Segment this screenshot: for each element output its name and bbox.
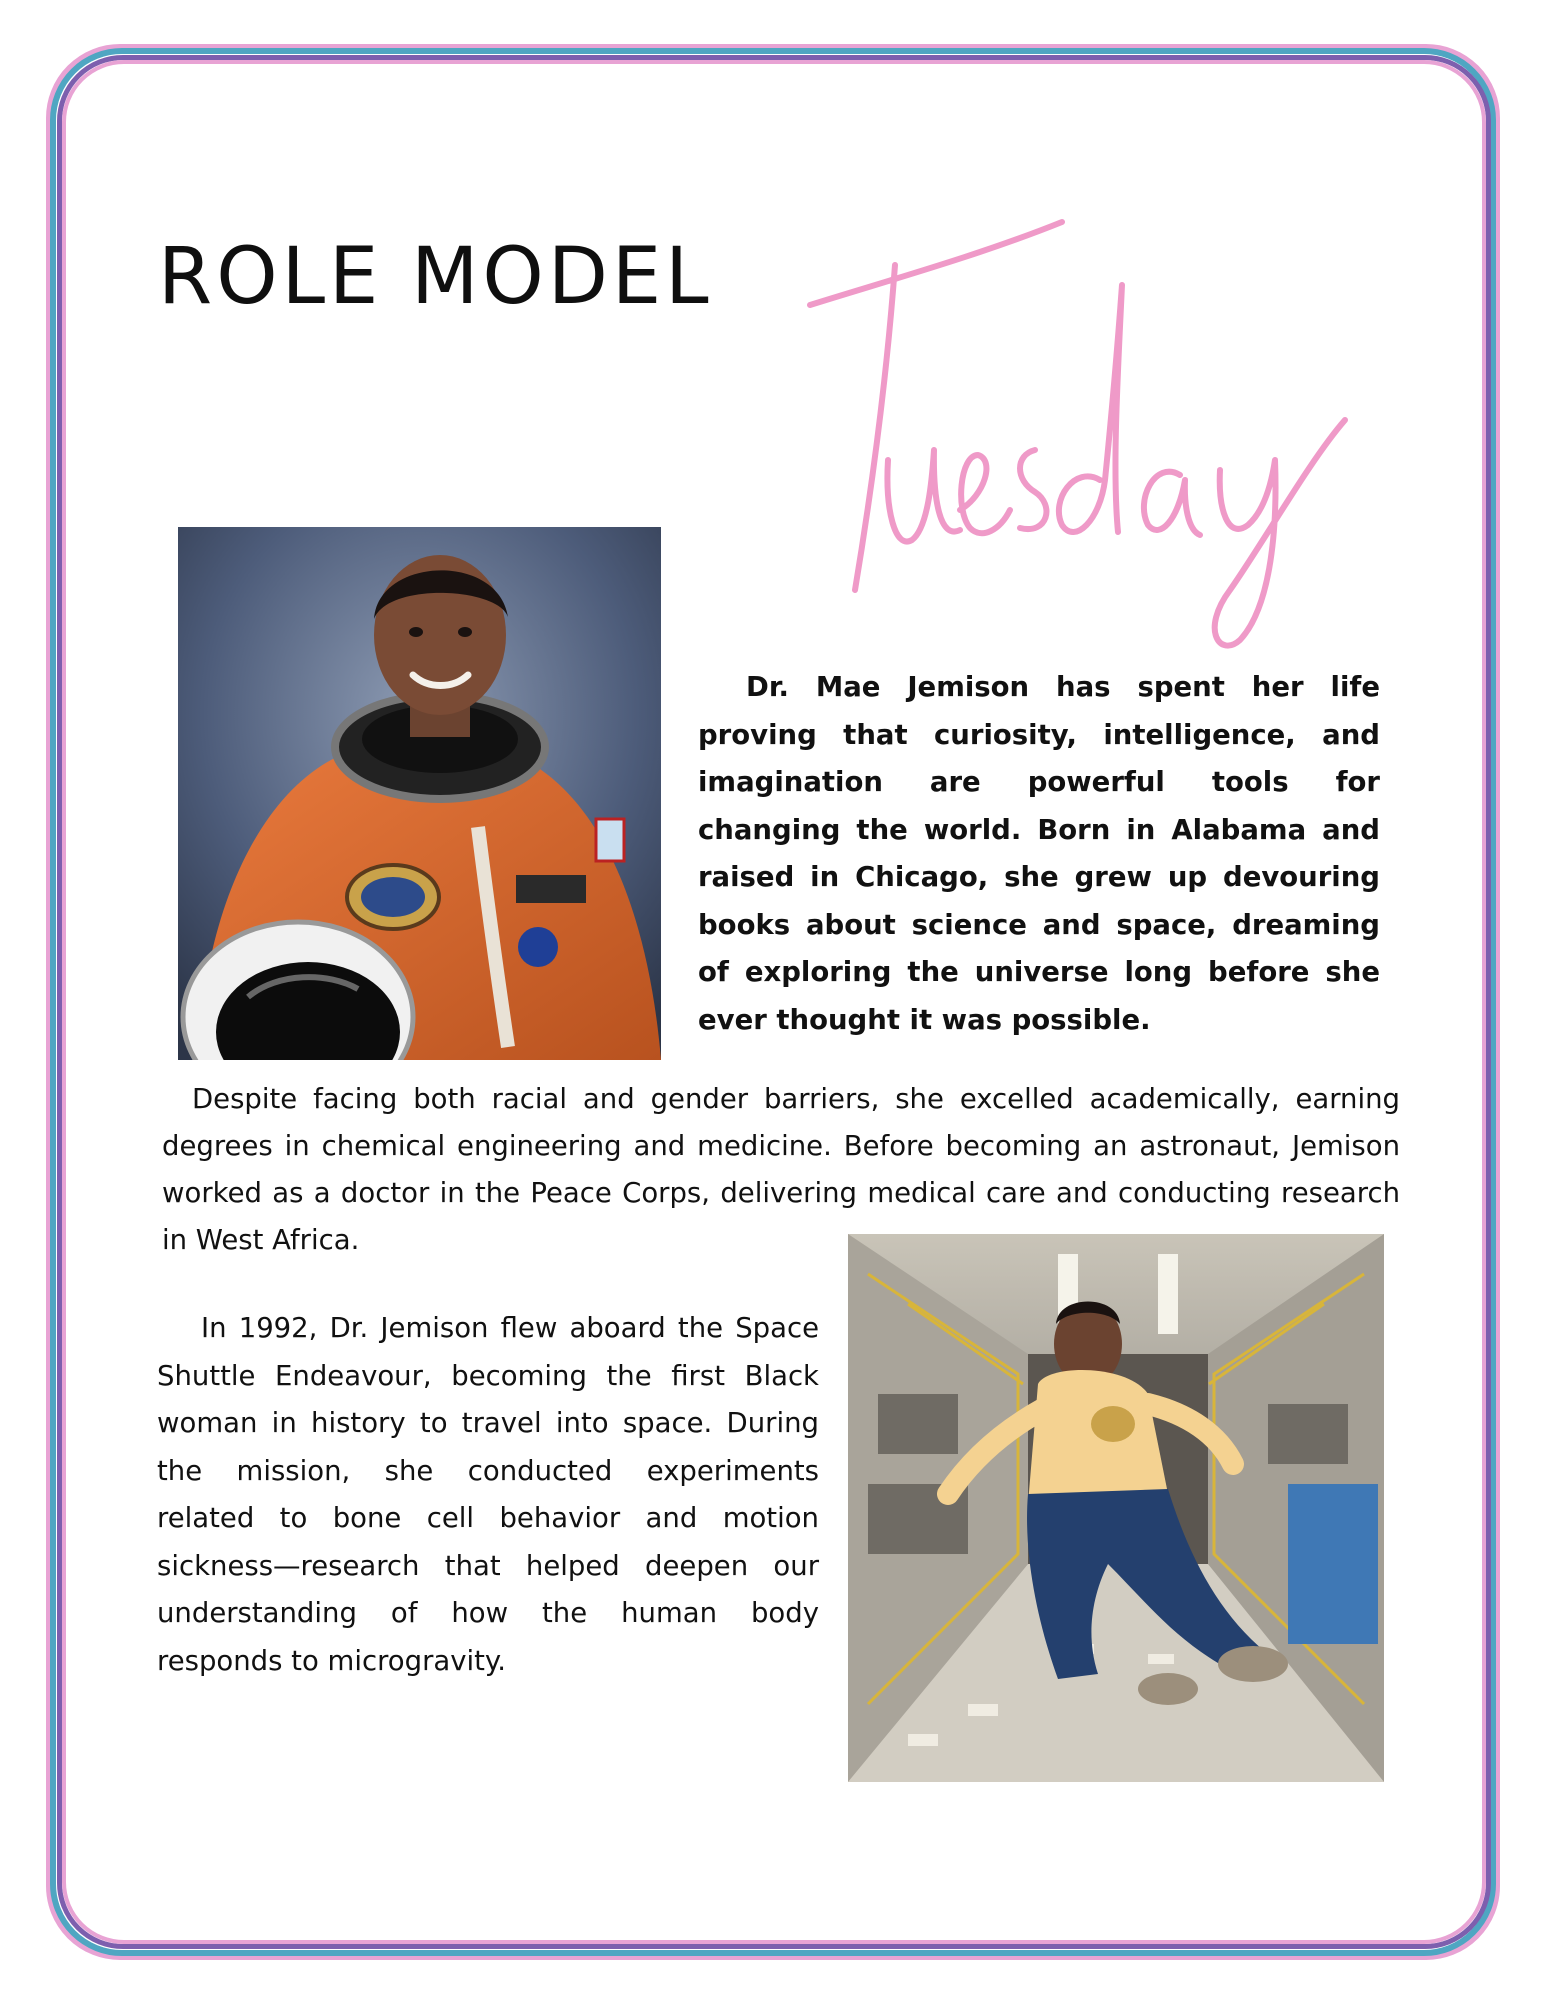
paragraph-education: Despite facing both racial and gender barriers, she excelled academically, earning degrees in chemical engineering and medicine. Before becoming an astronaut, Jemison worked as a doctor in the Peace Corps, delivering medical care and conducting research in West Africa. (162, 1083, 1400, 1256)
paragraph-mission: In 1992, Dr. Jemison flew aboard the Space Shuttle Endeavour, becoming the first Black woman in history to travel into space. During the mission, she conducted experiments related to bone cell behavior and motion sickness—research that helped deepen our understanding of how the human body responds to microgravity. (157, 1312, 819, 1677)
portrait-photo (178, 527, 661, 1060)
paragraph-intro: Dr. Mae Jemison has spent her life proving that curiosity, intelligence, and imagination are powerful tools for changing the world. Born in Alabama and raised in Chicago, she grew up devouring books about science and space, dreaming of exploring the universe long before she ever thought it was possible. (698, 671, 1380, 1036)
title-role-model: ROLE MODEL (158, 232, 713, 322)
title-script-tuesday (800, 210, 1400, 660)
spacelab-photo (848, 1234, 1384, 1782)
